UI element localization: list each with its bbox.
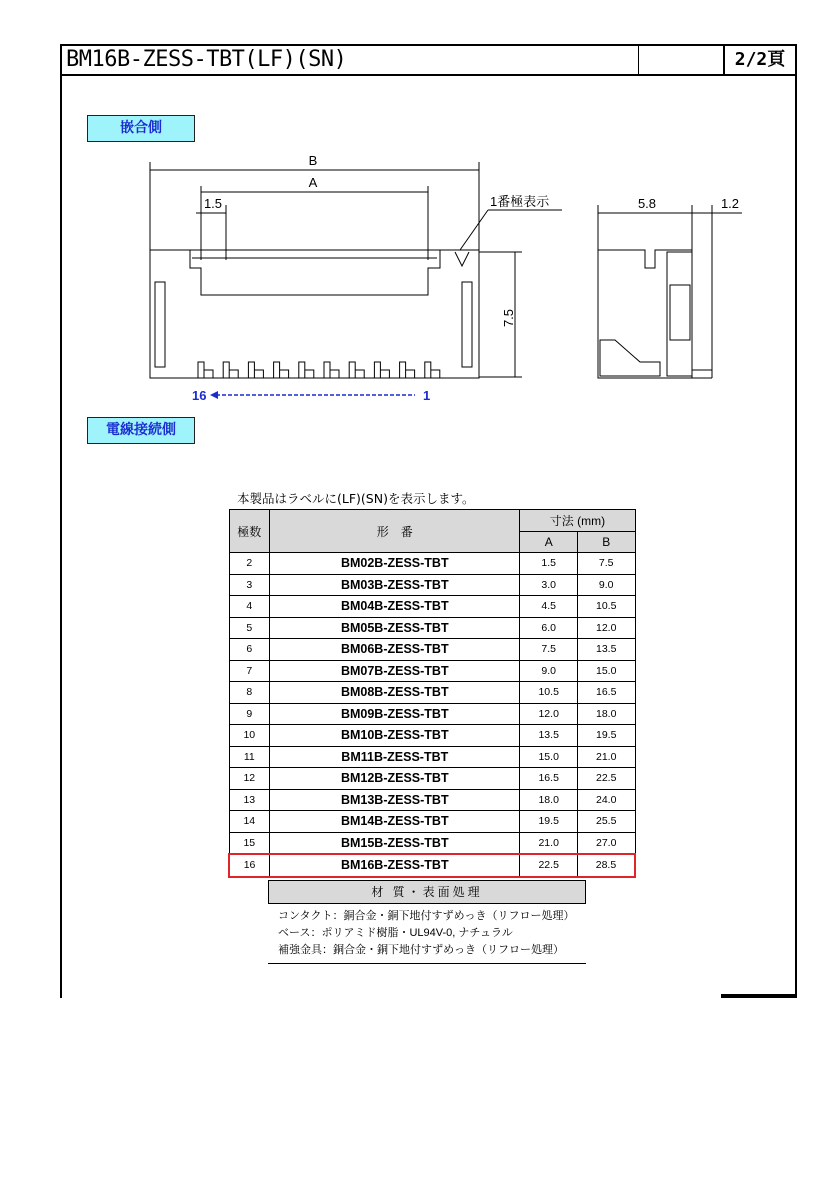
poles-cell: 15 [229, 832, 270, 854]
dim-depth-label: 5.8 [637, 196, 657, 211]
a-cell: 12.0 [520, 703, 578, 725]
a-cell: 16.5 [520, 768, 578, 790]
dim-height-label: 7.5 [501, 308, 516, 328]
b-cell: 9.0 [577, 574, 635, 596]
part-cell: BM12B-ZESS-TBT [270, 768, 520, 790]
col-b: B [577, 531, 635, 553]
poles-cell: 3 [229, 574, 270, 596]
a-cell: 7.5 [520, 639, 578, 661]
mating-side-label: 嵌合側 [87, 115, 195, 142]
contact-pin [198, 362, 213, 378]
dimension-table [228, 509, 636, 878]
table-row [229, 854, 635, 877]
poles-cell: 11 [229, 746, 270, 768]
a-cell: 21.0 [520, 832, 578, 854]
contact-pin [324, 362, 339, 378]
table-row [229, 660, 635, 682]
contact-pin [374, 362, 389, 378]
table-row [229, 768, 635, 790]
contact-pin [299, 362, 314, 378]
part-cell: BM15B-ZESS-TBT [270, 832, 520, 854]
poles-cell: 12 [229, 768, 270, 790]
document-title: BM16B-ZESS-TBT(LF)(SN) [62, 46, 639, 74]
part-cell: BM10B-ZESS-TBT [270, 725, 520, 747]
dim-a-label: A [308, 175, 318, 190]
poles-cell: 7 [229, 660, 270, 682]
dim-side-label: 1.2 [720, 196, 740, 211]
connector-drawing [0, 0, 835, 420]
b-cell: 13.5 [577, 639, 635, 661]
contact-pin [425, 362, 440, 378]
contact-pin [223, 362, 238, 378]
part-cell: BM14B-ZESS-TBT [270, 811, 520, 833]
part-cell: BM13B-ZESS-TBT [270, 789, 520, 811]
col-dims: 寸法 (mm) [520, 510, 635, 532]
poles-cell: 4 [229, 596, 270, 618]
frame-bottom-mark [721, 994, 797, 998]
dim-pitch-label: 1.5 [203, 196, 223, 211]
material-box [268, 880, 586, 964]
poles-cell: 5 [229, 617, 270, 639]
label-note: 本製品はラベルに(LF)(SN)を表示します。 [237, 491, 475, 506]
a-cell: 3.0 [520, 574, 578, 596]
col-a: A [520, 531, 578, 553]
a-cell: 1.5 [520, 553, 578, 575]
poles-cell: 14 [229, 811, 270, 833]
b-cell: 22.5 [577, 768, 635, 790]
poles-cell: 8 [229, 682, 270, 704]
material-line: ベース：ポリアミド樹脂・UL94V-0, ナチュラル [278, 927, 513, 939]
poles-cell: 10 [229, 725, 270, 747]
table-row [229, 746, 635, 768]
table-row [229, 553, 635, 575]
b-cell: 15.0 [577, 660, 635, 682]
table-row [229, 617, 635, 639]
b-cell: 24.0 [577, 789, 635, 811]
a-cell: 18.0 [520, 789, 578, 811]
contact-pin [248, 362, 263, 378]
a-cell: 19.5 [520, 811, 578, 833]
part-cell: BM06B-ZESS-TBT [270, 639, 520, 661]
poles-cell: 13 [229, 789, 270, 811]
contact-pin [400, 362, 415, 378]
a-cell: 13.5 [520, 725, 578, 747]
pin-last-label: 16 [192, 388, 207, 403]
part-cell: BM05B-ZESS-TBT [270, 617, 520, 639]
b-cell: 21.0 [577, 746, 635, 768]
material-line: 補強金具：銅合金・銅下地付すずめっき（リフロー処理） [278, 944, 564, 956]
wire-side-label: 電線接続側 [87, 417, 195, 444]
contact-pin [349, 362, 364, 378]
a-cell: 4.5 [520, 596, 578, 618]
part-cell: BM07B-ZESS-TBT [270, 660, 520, 682]
b-cell: 10.5 [577, 596, 635, 618]
pin-first-label: 1 [423, 388, 431, 403]
poles-cell: 6 [229, 639, 270, 661]
b-cell: 19.5 [577, 725, 635, 747]
pin1-note: 1番極表示 [490, 194, 550, 209]
part-cell: BM11B-ZESS-TBT [270, 746, 520, 768]
col-part: 形 番 [270, 510, 520, 553]
table-row [229, 725, 635, 747]
table-row [229, 703, 635, 725]
a-cell: 6.0 [520, 617, 578, 639]
b-cell: 12.0 [577, 617, 635, 639]
table-row [229, 832, 635, 854]
b-cell: 7.5 [577, 553, 635, 575]
a-cell: 22.5 [520, 854, 578, 877]
poles-cell: 2 [229, 553, 270, 575]
part-cell: BM16B-ZESS-TBT [270, 854, 520, 877]
b-cell: 28.5 [577, 854, 635, 877]
b-cell: 16.5 [577, 682, 635, 704]
table-row [229, 574, 635, 596]
page-number: 2/2頁 [734, 49, 786, 70]
table-row [229, 811, 635, 833]
dim-b-label: B [308, 153, 318, 168]
col-poles: 極数 [229, 510, 270, 553]
part-cell: BM09B-ZESS-TBT [270, 703, 520, 725]
b-cell: 18.0 [577, 703, 635, 725]
part-cell: BM02B-ZESS-TBT [270, 553, 520, 575]
a-cell: 15.0 [520, 746, 578, 768]
a-cell: 10.5 [520, 682, 578, 704]
a-cell: 9.0 [520, 660, 578, 682]
part-cell: BM03B-ZESS-TBT [270, 574, 520, 596]
part-cell: BM04B-ZESS-TBT [270, 596, 520, 618]
poles-cell: 16 [229, 854, 270, 877]
table-row [229, 789, 635, 811]
part-cell: BM08B-ZESS-TBT [270, 682, 520, 704]
material-line: コンタクト：銅合金・銅下地付すずめっき（リフロー処理） [278, 910, 575, 922]
b-cell: 27.0 [577, 832, 635, 854]
table-row [229, 596, 635, 618]
poles-cell: 9 [229, 703, 270, 725]
table-row [229, 682, 635, 704]
contact-pin [274, 362, 289, 378]
material-heading: 材 質・表面処理 [268, 880, 586, 904]
table-row [229, 639, 635, 661]
b-cell: 25.5 [577, 811, 635, 833]
